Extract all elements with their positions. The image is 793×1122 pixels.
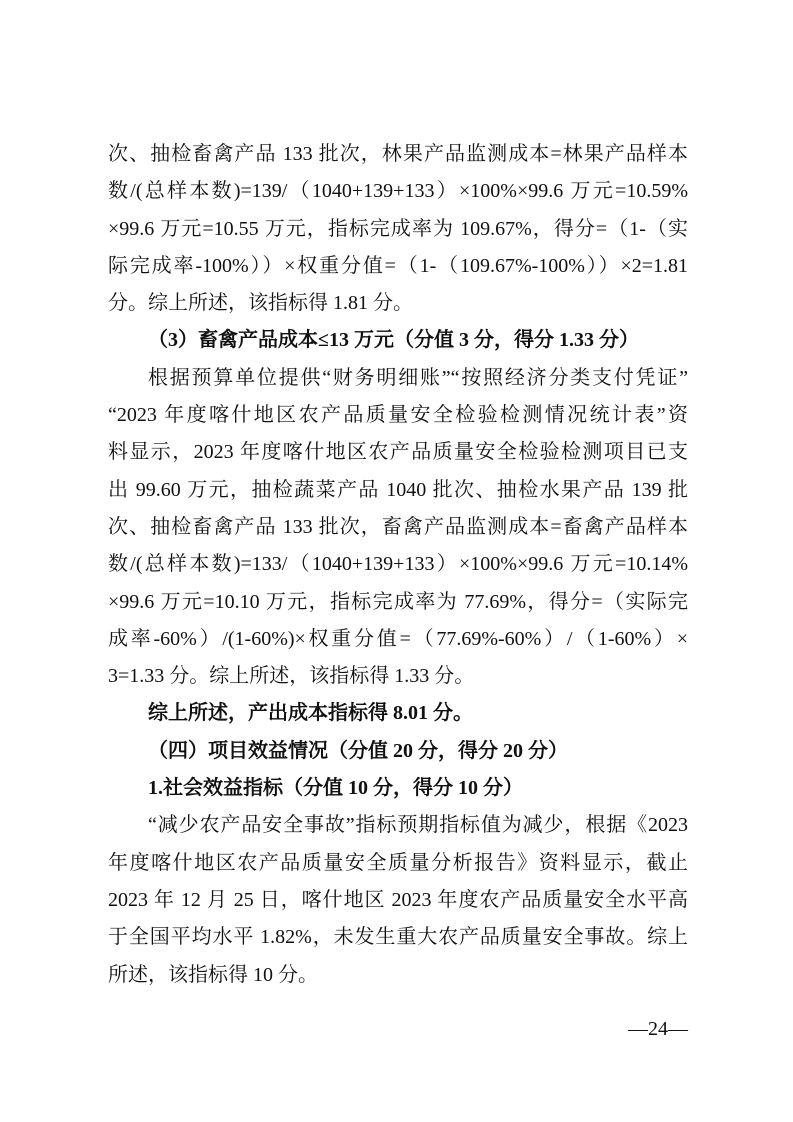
paragraph-livestock-cost [108, 360, 688, 696]
heading-line: （四）项目效益情况（分值 20 分，得分 20 分） [148, 739, 568, 762]
text-line: 成率-60%）/(1-60%)×权重分值=（77.69%-60%）/（1-60%）× [108, 627, 688, 650]
text-line: 根据预算单位提供“财务明细账”“按照经济分类支付凭证” [148, 366, 688, 389]
summary-line: 综上所述，产出成本指标得 8.01 分。 [148, 702, 473, 725]
text-line: 2023 年 12 月 25 日，喀什地区 2023 年度农产品质量安全水平高 [108, 888, 688, 911]
text-line: 料显示，2023 年度喀什地区农产品质量安全检验检测项目已支 [108, 441, 688, 464]
page-number: —24— [628, 1018, 688, 1040]
text-line: ×99.6 万元=10.55 万元，指标完成率为 109.67%，得分=（1-（实 [108, 217, 688, 240]
text-line: 3=1.33 分。综上所述，该指标得 1.33 分。 [108, 665, 475, 688]
text-line: “减少农产品安全事故”指标预期指标值为减少，根据《2023 [148, 814, 688, 837]
text-line: ×99.6 万元=10.10 万元，指标完成率为 77.69%，得分=（实际完 [108, 590, 688, 613]
text-line: 出 99.60 万元，抽检蔬菜产品 1040 批次、抽检水果产品 139 批 [108, 478, 688, 501]
section-heading-livestock-cost [108, 322, 688, 359]
text-line: 数/(总样本数)=133/（1040+139+133）×100%×99.6 万元=10.14% [108, 553, 688, 576]
text-line: 际完成率-100%））×权重分值=（1-（109.67%-100%））×2=1.81 [108, 254, 688, 277]
paragraph-safety-incidents [108, 807, 688, 993]
section-heading-project-benefits [108, 733, 688, 770]
section-heading-social-benefits [108, 770, 688, 807]
body-text [108, 136, 688, 994]
heading-line: （3）畜禽产品成本≤13 万元（分值 3 分，得分 1.33 分） [148, 329, 639, 352]
text-line: 所述，该指标得 10 分。 [108, 963, 318, 986]
text-line: 分。综上所述，该指标得 1.81 分。 [108, 292, 413, 315]
paragraph-forestry-cost-continued [108, 136, 688, 322]
text-line: 次、抽检畜禽产品 133 批次，林果产品监测成本=林果产品样本 [108, 143, 688, 165]
heading-line: 1.社会效益指标（分值 10 分，得分 10 分） [148, 777, 523, 800]
text-line: 数/(总样本数)=139/（1040+139+133）×100%×99.6 万元=10.59% [108, 180, 688, 203]
text-line: 于全国平均水平 1.82%，未发生重大农产品质量安全事故。综上 [108, 926, 688, 949]
text-line: “2023 年度喀什地区农产品质量安全检验检测情况统计表”资 [108, 404, 688, 427]
text-line: 次、抽检畜禽产品 133 批次，畜禽产品监测成本=畜禽产品样本 [108, 515, 688, 538]
output-cost-summary [108, 695, 688, 732]
text-line: 年度喀什地区农产品质量安全质量分析报告》资料显示，截止 [108, 851, 688, 874]
